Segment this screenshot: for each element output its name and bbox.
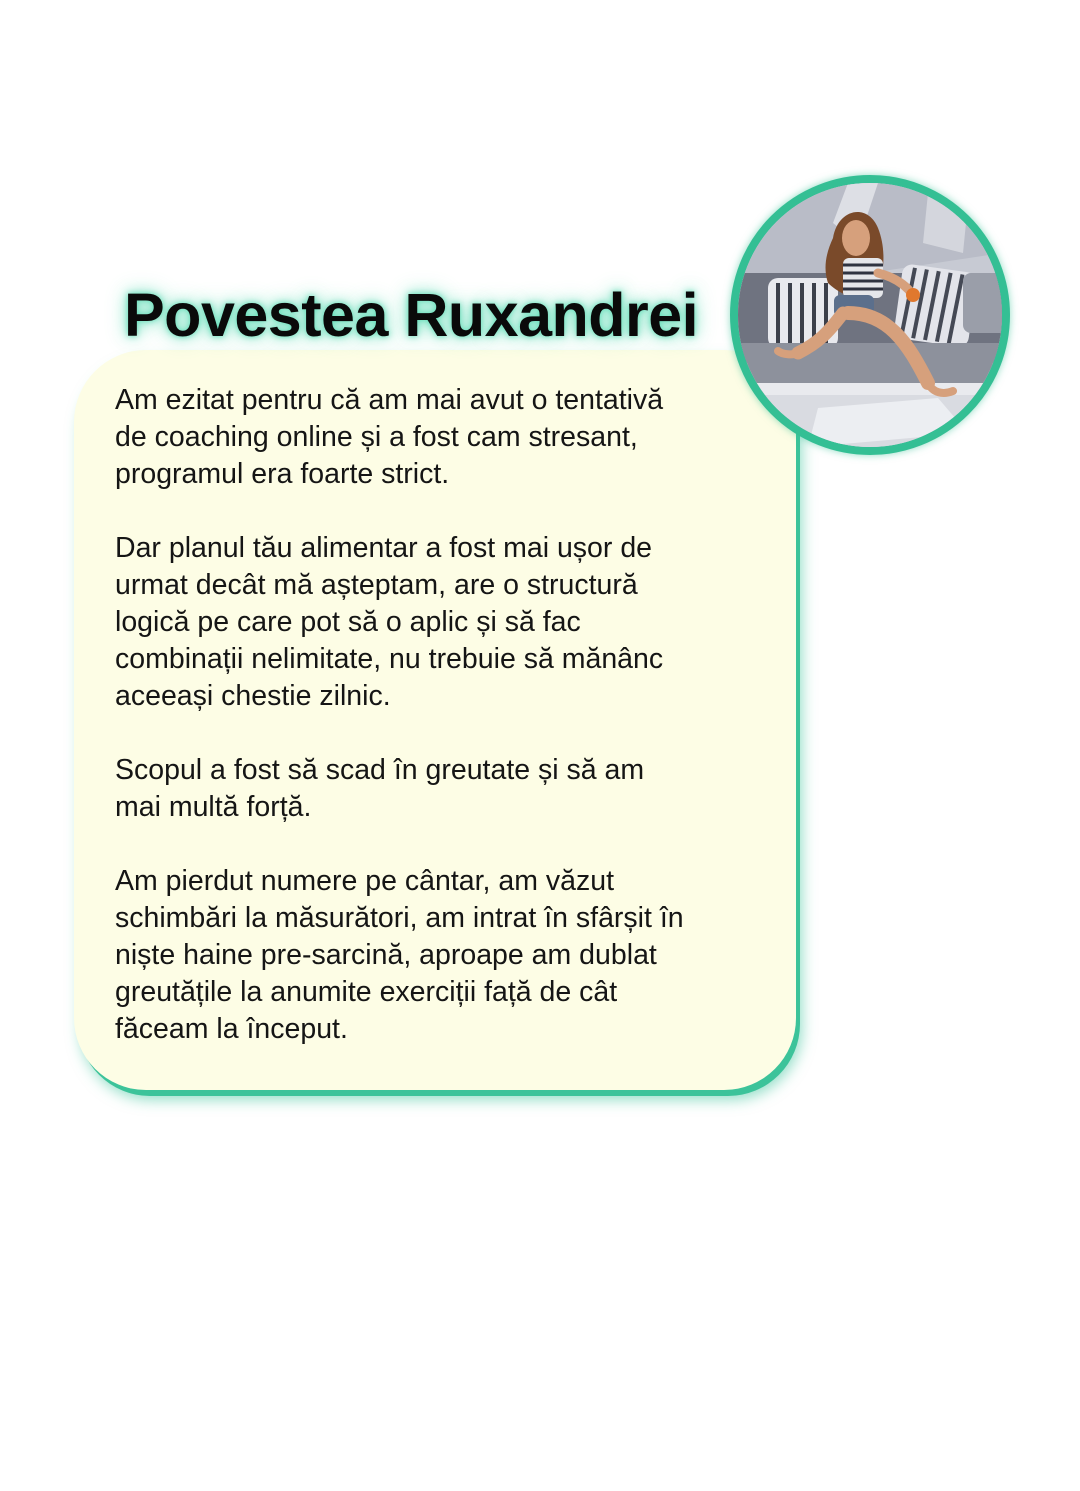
testimonial-paragraph-3: Scopul a fost să scad în greutate și să am mai multă forță. xyxy=(115,754,645,823)
testimonial-paragraph-1: Am ezitat pentru că am mai avut o tentativă de coaching online și a fost cam stresant, programul era foarte strict. xyxy=(115,384,664,490)
page-title: Povestea Ruxandrei xyxy=(124,281,699,349)
avatar xyxy=(730,175,1010,455)
testimonial-paragraph-4: Am pierdut numere pe cântar, am văzut schimbări la măsurători, am intrat în sfârșit în niște haine pre-sarcină, aproape am dublat greutățile la anumite exerciții față de cât făceam la început. xyxy=(115,865,684,1045)
testimonial-text xyxy=(115,382,735,1085)
testimonial-paragraph-2: Dar planul tău alimentar a fost mai ușor de urmat decât mă așteptam, are o structură logică pe care pot să o aplic și să fac combinații nelimitate, nu trebuie să mănânc aceeași chestie zilnic. xyxy=(115,532,664,712)
woman-on-sofa-photo-icon xyxy=(738,183,1002,447)
